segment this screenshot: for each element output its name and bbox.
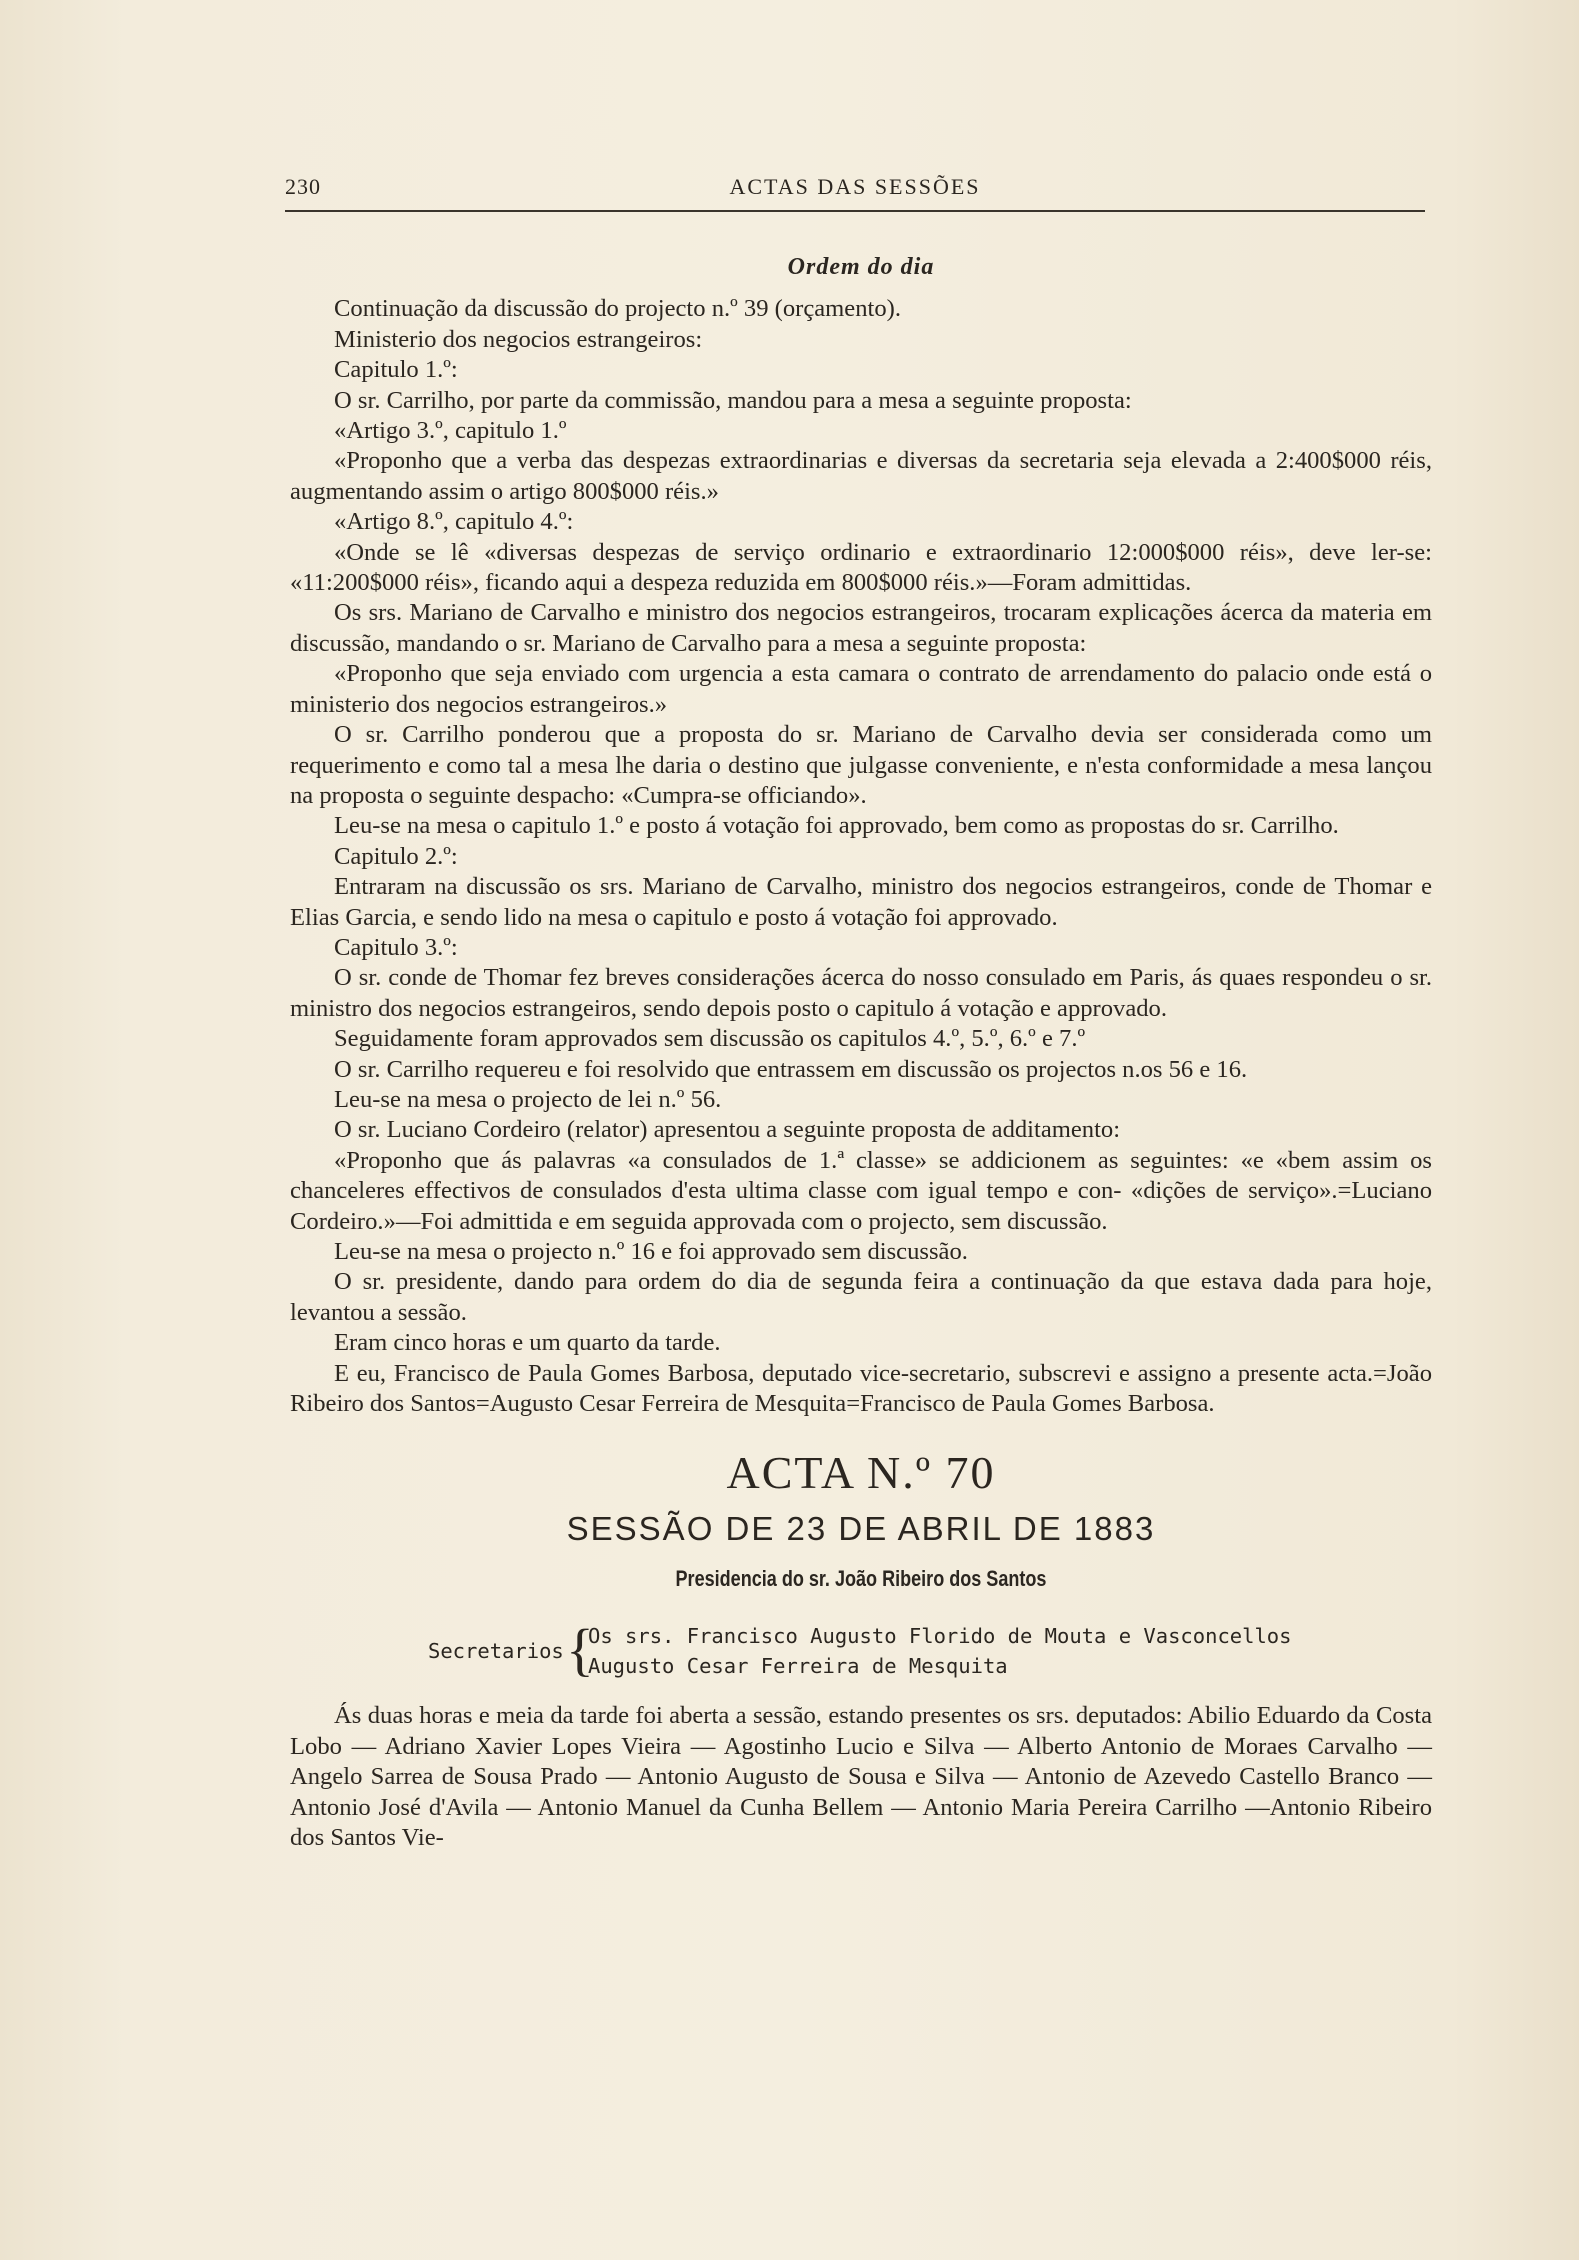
paragraph: Leu-se na mesa o capitulo 1.º e posto á votação foi approvado, bem como as propostas do sr. Carrilho.: [334, 812, 1339, 840]
paragraph: Continuação da discussão do projecto n.º 39 (orçamento).: [334, 295, 901, 323]
paragraph: Os srs. Mariano de Carvalho e ministro dos negocios estrangeiros, trocaram explicações ácerca da materia em discussão, mandando o sr. Mariano de Carvalho para a mesa a seguinte proposta:: [290, 599, 1432, 657]
paragraph: «Proponho que a verba das despezas extraordinarias e diversas da secretaria seja elevada a 2:400$000 réis, augmentando assim o artigo 800$000 réis.»: [290, 447, 1432, 505]
page-number: 230: [285, 174, 321, 199]
paragraph: «Artigo 3.º, capitulo 1.º: [334, 417, 567, 445]
brace-icon: {: [566, 1617, 594, 1683]
running-header: [285, 168, 1425, 208]
paragraph: Entraram na discussão os srs. Mariano de Carvalho, ministro dos negocios estrangeiros, conde de Thomar e Elias Garcia, e sendo lido na mesa o capitulo e posto á votação foi approvado.: [290, 873, 1432, 931]
acta-title: ACTA N.º 70: [726, 1447, 996, 1499]
secretario-name: Augusto Cesar Ferreira de Mesquita: [588, 1654, 1008, 1679]
paragraph: O sr. Carrilho ponderou que a proposta do sr. Mariano de Carvalho devia ser considerada como um requerimento e como tal a mesa lhe daria o destino que julgasse conveniente, e n'esta conformidade a mesa lançou na proposta o seguinte despacho: «Cumpra-se officiando».: [290, 721, 1432, 809]
presidency-line: Presidencia do sr. João Ribeiro dos Santos: [675, 1566, 1047, 1592]
paragraph: «Onde se lê «diversas despezas de serviço ordinario e extraordinario 12:000$000 réis», deve ler-se: «11:200$000 réis», ficando aqui a despeza reduzida em 800$000 réis.»—Foram admittidas.: [290, 538, 1432, 597]
paragraph: Capitulo 1.º:: [334, 356, 458, 384]
paragraph: Eram cinco horas e um quarto da tarde.: [334, 1329, 721, 1357]
body-text: [290, 252, 1432, 1853]
paragraph: O sr. presidente, dando para ordem do dia de segunda feira a continuação da que estava dada para hoje, levantou a sessão.: [290, 1268, 1432, 1326]
paragraph: E eu, Francisco de Paula Gomes Barbosa, deputado vice-secretario, subscrevi e assigno a presente acta.=João Ribeiro dos Santos=Augusto Cesar Ferreira de Mesquita=Francisco de Paula Gomes Barbosa.: [290, 1359, 1432, 1418]
paragraph: «Proponho que ás palavras «a consulados de 1.ª classe» se addicionem as seguintes: «e «bem assim os chanceleres effectivos de consulados d'esta ultima classe com igual tempo e con- «dições de serviço».=Luciano Cordeiro.»—Foi admittida e em seguida approvada com o projecto, sem discussão.: [290, 1146, 1432, 1235]
paragraph: O sr. conde de Thomar fez breves considerações ácerca do nosso consulado em Paris, ás quaes respondeu o sr. ministro dos negocios estrangeiros, sendo depois posto o capitulo á votação e approvado.: [290, 964, 1432, 1022]
secretarios-label: Secretarios: [428, 1639, 564, 1664]
paragraph: Ministerio dos negocios estrangeiros:: [334, 325, 703, 353]
paragraph: O sr. Luciano Cordeiro (relator) apresentou a seguinte proposta de additamento:: [334, 1116, 1121, 1144]
secretarios-names: [588, 1621, 1292, 1681]
paragraph: Capitulo 2.º:: [334, 842, 458, 870]
paragraph: Leu-se na mesa o projecto n.º 16 e foi approvado sem discussão.: [334, 1238, 968, 1265]
paragraph: O sr. Carrilho requereu e foi resolvido que entrassem em discussão os projectos n.os 56 e 16.: [334, 1055, 1248, 1083]
paragraph: Seguidamente foram approvados sem discussão os capitulos 4.º, 5.º, 6.º e 7.º: [334, 1025, 1086, 1053]
opening-paragraph: Ás duas horas e meia da tarde foi aberta a sessão, estando presentes os srs. deputados: Abilio Eduardo da Costa Lobo — Adriano Xavier Lopes Vieira — Agostinho Lucio e Silva — Alberto Antonio de Moraes Carvalho — Angelo Sarrea de Sousa Prado — Antonio Augusto de Sousa e Silva — Antonio de Azevedo Castello Branco — Antonio José d'Avila — Antonio Manuel da Cunha Bellem — Antonio Maria Pereira Carrilho —Antonio Ribeiro dos Santos Vie-: [290, 1702, 1432, 1852]
header-rule: [285, 210, 1425, 212]
paragraph: «Proponho que seja enviado com urgencia a esta camara o contrato de arrendamento do palacio onde está o ministerio dos negocios estrangeiros.»: [290, 660, 1432, 718]
paragraph: O sr. Carrilho, por parte da commissão, mandou para a mesa a seguinte proposta:: [334, 386, 1132, 414]
paragraph: «Artigo 8.º, capitulo 4.º:: [334, 508, 574, 536]
secretario-name: Os srs. Francisco Augusto Florido de Mouta e Vasconcellos: [588, 1624, 1292, 1649]
running-title: ACTAS DAS SESSÕES: [729, 174, 981, 199]
section-title: Ordem do dia: [787, 254, 935, 280]
session-title: SESSÃO DE 23 DE ABRIL DE 1883: [566, 1510, 1156, 1548]
paragraph: Leu-se na mesa o projecto de lei n.º 56.: [334, 1085, 722, 1113]
paragraph: Capitulo 3.º:: [334, 933, 458, 961]
secretarios-block: [290, 1617, 1432, 1683]
